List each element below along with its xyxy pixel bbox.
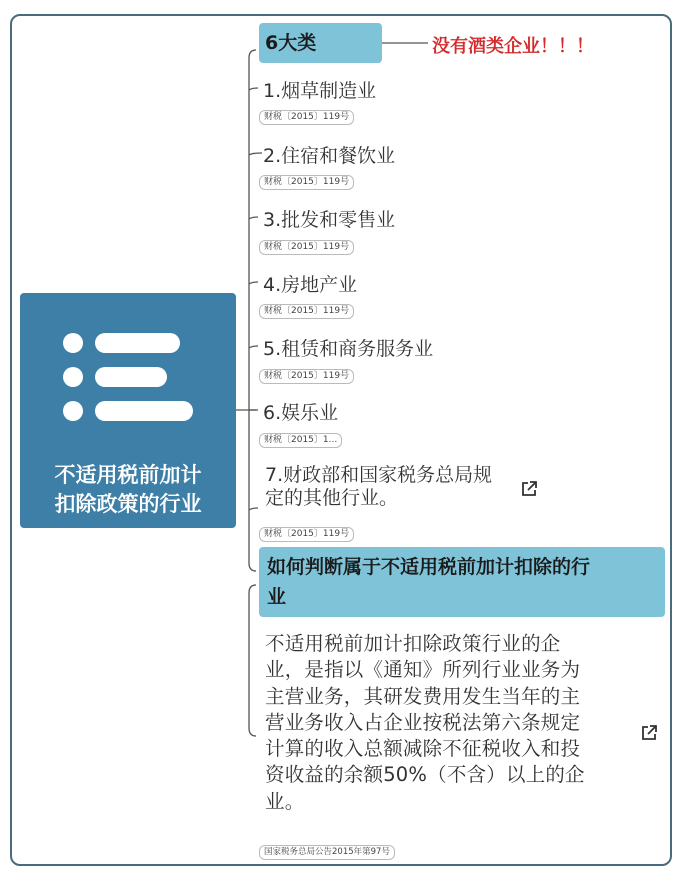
leaf-connector-5 — [249, 346, 258, 348]
root-node[interactable] — [20, 293, 236, 528]
industry-tag-6[interactable]: 财税〔2015〕1... — [259, 433, 342, 448]
leaf-connector-1 — [249, 88, 258, 90]
category-note: 没有酒类企业！！！ — [432, 36, 594, 57]
industry-item-6[interactable]: 6.娱乐业 — [263, 402, 339, 424]
leaf-connector-3 — [249, 217, 258, 219]
external-link-icon[interactable] — [520, 480, 538, 498]
root-title: 不适用税前加计 扣除政策的行业 — [54, 463, 202, 516]
industry-tag-3[interactable]: 财税〔2015〕119号 — [259, 240, 354, 255]
industry-item-2[interactable]: 2.住宿和餐饮业 — [263, 145, 396, 167]
industry-tag-4[interactable]: 财税〔2015〕119号 — [259, 304, 354, 319]
industry-item-3[interactable]: 3.批发和零售业 — [263, 209, 396, 231]
judge-body[interactable]: 不适用税前加计扣除政策行业的企 业，是指以《通知》所列行业业务为 主营业务，其研发费用发生当年的主 营业务收入占企业按税法第六条规定 计算的收入总额减除不征税收入和投 资收益的余额50%（不含）以上的企 业。 — [265, 632, 585, 813]
industry-item-7[interactable]: 7.财政部和国家税务总局规 定的其他行业。 — [265, 464, 493, 509]
industry-tag-5[interactable]: 财税〔2015〕119号 — [259, 369, 354, 384]
branch-spine — [249, 50, 256, 571]
branch-2-spine — [249, 585, 256, 736]
leaf-connector-2 — [249, 153, 262, 155]
leaf-connector-7 — [249, 508, 258, 510]
external-link-icon-2[interactable] — [640, 724, 658, 742]
judge-node[interactable]: 如何判断属于不适用税前加计扣除的行 业 — [259, 547, 665, 617]
industry-item-4[interactable]: 4.房地产业 — [263, 274, 358, 296]
leaf-connector-4 — [249, 282, 258, 284]
industry-item-5[interactable]: 5.租赁和商务服务业 — [263, 338, 434, 360]
industry-tag-7[interactable]: 财税〔2015〕119号 — [259, 527, 354, 542]
judge-tag[interactable]: 国家税务总局公告2015年第97号 — [259, 845, 395, 860]
industry-tag-2[interactable]: 财税〔2015〕119号 — [259, 175, 354, 190]
industry-tag-1[interactable]: 财税〔2015〕119号 — [259, 110, 354, 125]
category-node[interactable]: 6大类 — [259, 23, 382, 63]
industry-item-1[interactable]: 1.烟草制造业 — [263, 80, 377, 102]
